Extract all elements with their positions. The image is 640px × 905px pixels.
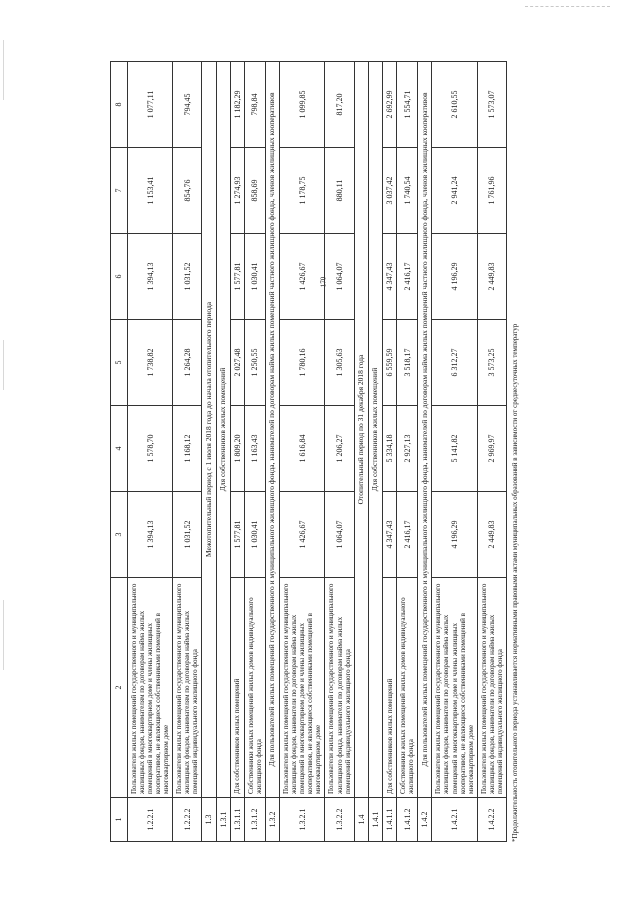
column-header: 2 bbox=[111, 578, 128, 798]
row-code: 1.3.2.2 bbox=[325, 798, 354, 842]
value-cell: 3 573,25 bbox=[477, 320, 506, 406]
table-row bbox=[382, 62, 396, 842]
rotated-table-page bbox=[110, 62, 610, 842]
value-cell: 4 196,29 bbox=[432, 492, 477, 578]
value-cell: 4 347,43 bbox=[382, 234, 396, 320]
row-description: Пользователи жилых помещений государственного и муниципального жилищного фонда, наниматели по договорам найма жилых помещений индивидуального жилищного фонда bbox=[325, 578, 354, 798]
value-cell: 1 780,16 bbox=[280, 320, 325, 406]
value-cell: 1 426,67 bbox=[280, 234, 325, 320]
value-cell: 1 206,27 bbox=[325, 406, 354, 492]
tariff-table bbox=[110, 61, 507, 842]
value-cell: 5 141,82 bbox=[432, 406, 477, 492]
table-body bbox=[128, 62, 507, 842]
value-cell: 1 394,13 bbox=[128, 234, 173, 320]
value-cell: 1 264,28 bbox=[173, 320, 202, 406]
table-row bbox=[202, 62, 216, 842]
value-cell: 1 030,41 bbox=[244, 234, 265, 320]
value-cell: 2 692,99 bbox=[382, 62, 396, 148]
section-heading: Отопительный период по 31 декабря 2018 года bbox=[354, 62, 368, 798]
value-cell: 854,76 bbox=[173, 148, 202, 234]
table-row bbox=[266, 62, 280, 842]
row-code: 1.3.2 bbox=[266, 798, 280, 842]
value-cell: 858,69 bbox=[244, 148, 265, 234]
scan-edge-mark bbox=[525, 6, 610, 7]
scan-edge-mark bbox=[3, 340, 4, 390]
page-number: 170 bbox=[319, 276, 328, 288]
value-cell: 1 250,55 bbox=[244, 320, 265, 406]
table-row bbox=[432, 62, 477, 842]
row-code: 1.4.1.2 bbox=[397, 798, 418, 842]
value-cell: 1 031,52 bbox=[173, 492, 202, 578]
table-header-row bbox=[111, 62, 128, 842]
table-row bbox=[477, 62, 506, 842]
value-cell: 1 153,41 bbox=[128, 148, 173, 234]
value-cell: 880,11 bbox=[325, 148, 354, 234]
row-description: Для собственников жилых помещений bbox=[382, 578, 396, 798]
column-header: 1 bbox=[111, 798, 128, 842]
value-cell: 1 573,07 bbox=[477, 62, 506, 148]
row-description: Для собственников жилых помещений bbox=[230, 578, 244, 798]
value-cell: 6 559,59 bbox=[382, 320, 396, 406]
table-row bbox=[397, 62, 418, 842]
value-cell: 2 416,17 bbox=[397, 492, 418, 578]
value-cell: 1 274,93 bbox=[230, 148, 244, 234]
value-cell: 2 941,24 bbox=[432, 148, 477, 234]
value-cell: 6 312,27 bbox=[432, 320, 477, 406]
value-cell: 3 037,42 bbox=[382, 148, 396, 234]
row-description: Собственники жилых помещений жилых домов индивидуального жилищного фонда bbox=[397, 578, 418, 798]
value-cell: 817,20 bbox=[325, 62, 354, 148]
row-code: 1.4.2 bbox=[418, 798, 432, 842]
value-cell: 4 347,43 bbox=[382, 492, 396, 578]
table-row bbox=[128, 62, 173, 842]
row-description: Собственники жилых помещений жилых домов индивидуального жилищного фонда bbox=[244, 578, 265, 798]
value-cell: 1 077,11 bbox=[128, 62, 173, 148]
value-cell: 1 761,96 bbox=[477, 148, 506, 234]
row-code: 1.4.1.1 bbox=[382, 798, 396, 842]
column-header: 4 bbox=[111, 406, 128, 492]
value-cell: 1 182,29 bbox=[230, 62, 244, 148]
value-cell: 1 738,82 bbox=[128, 320, 173, 406]
value-cell: 1 031,52 bbox=[173, 234, 202, 320]
scan-edge-mark bbox=[3, 40, 4, 100]
row-code: 1.4.2.2 bbox=[477, 798, 506, 842]
footnote: *Продолжительность отопительного периода устанавливается нормативными правовыми актами муниципальных образований в зависимости от среднесуточных температур bbox=[510, 323, 519, 842]
value-cell: 1 168,12 bbox=[173, 406, 202, 492]
row-description: Пользователи жилых помещений государственного и муниципального жилищных фондов, наниматели по договорам найма жилых помещений индивидуального жилищного фонда bbox=[477, 578, 506, 798]
value-cell: 1 178,75 bbox=[280, 148, 325, 234]
value-cell: 2 610,55 bbox=[432, 62, 477, 148]
row-code: 1.3 bbox=[202, 798, 216, 842]
section-heading: Межотопительный период с 1 июля 2018 года до начала отопительного периода bbox=[202, 62, 216, 798]
value-cell: 1 426,67 bbox=[280, 492, 325, 578]
value-cell: 2 927,13 bbox=[397, 406, 418, 492]
value-cell: 2 449,83 bbox=[477, 492, 506, 578]
column-header: 5 bbox=[111, 320, 128, 406]
column-header: 7 bbox=[111, 148, 128, 234]
row-code: 1.2.2.1 bbox=[128, 798, 173, 842]
column-header: 3 bbox=[111, 492, 128, 578]
section-heading: Для собственников жилых помещений bbox=[216, 62, 230, 798]
table-row bbox=[173, 62, 202, 842]
row-description: Пользователи жилых помещений государственного и муниципального жилищных фондов, нанимателям по договорам найма жилых помещений индивидуального жилищного фонда bbox=[173, 578, 202, 798]
section-heading: Для пользователей жилых помещений государственного и муниципального жилищного фонда, нанимателей по договорам найма жилых помещений частного жилищного фонда, членов жилищных кооперативов bbox=[418, 62, 432, 798]
value-cell: 1 163,43 bbox=[244, 406, 265, 492]
row-code: 1.4.2.1 bbox=[432, 798, 477, 842]
value-cell: 1 394,13 bbox=[128, 492, 173, 578]
row-code: 1.3.1 bbox=[216, 798, 230, 842]
value-cell: 1 577,81 bbox=[230, 234, 244, 320]
value-cell: 798,84 bbox=[244, 62, 265, 148]
row-description: Пользователи жилых помещений государственного и муниципального жилищных фондов, наниматели по договорам найма жилых помещений в многоквартирном доме и члены жилищных кооперативов, не являющиеся собственниками помещений в многоквартирном доме bbox=[432, 578, 477, 798]
table-row bbox=[280, 62, 325, 842]
column-header: 6 bbox=[111, 234, 128, 320]
table-row bbox=[368, 62, 382, 842]
row-code: 1.3.1.1 bbox=[230, 798, 244, 842]
value-cell: 1 064,07 bbox=[325, 234, 354, 320]
value-cell: 794,45 bbox=[173, 62, 202, 148]
value-cell: 3 518,17 bbox=[397, 320, 418, 406]
scan-edge-mark bbox=[3, 600, 4, 670]
section-heading: Для собственников жилых помещений bbox=[368, 62, 382, 798]
table-row bbox=[244, 62, 265, 842]
table-row bbox=[230, 62, 244, 842]
value-cell: 2 416,17 bbox=[397, 234, 418, 320]
value-cell: 1 577,81 bbox=[230, 492, 244, 578]
row-description: Пользователи жилых помещений государственного и муниципального жилищных фондов, наниматели по договорам найма жилых помещений в многоквартирном доме и члены жилищных кооперативов, не являющиеся собственниками помещений в многоквартирном доме bbox=[280, 578, 325, 798]
value-cell: 1 554,71 bbox=[397, 62, 418, 148]
row-code: 1.4 bbox=[354, 798, 368, 842]
value-cell: 1 099,85 bbox=[280, 62, 325, 148]
value-cell: 1 809,20 bbox=[230, 406, 244, 492]
value-cell: 1 030,41 bbox=[244, 492, 265, 578]
value-cell: 4 196,29 bbox=[432, 234, 477, 320]
table-row bbox=[325, 62, 354, 842]
row-code: 1.3.1.2 bbox=[244, 798, 265, 842]
row-description: Пользователи жилых помещений государственного и муниципального жилищных фондов, нанимателям по договорам найма жилых помещений в многоквартирном доме и члены жилищных кооперативов, не являющиеся собственниками помещений в многоквартирном доме bbox=[128, 578, 173, 798]
table-row bbox=[216, 62, 230, 842]
value-cell: 1 616,84 bbox=[280, 406, 325, 492]
table-row bbox=[418, 62, 432, 842]
value-cell: 2 449,83 bbox=[477, 234, 506, 320]
table-row bbox=[354, 62, 368, 842]
value-cell: 2 027,48 bbox=[230, 320, 244, 406]
row-code: 1.3.2.1 bbox=[280, 798, 325, 842]
row-code: 1.4.1 bbox=[368, 798, 382, 842]
value-cell: 2 969,97 bbox=[477, 406, 506, 492]
value-cell: 1 064,07 bbox=[325, 492, 354, 578]
section-heading: Для пользователей жилых помещений государственного и муниципального жилищного фонда, нанимателей по договорам найма жилых помещений частного жилищного фонда, членов жилищных кооперативов bbox=[266, 62, 280, 798]
value-cell: 1 305,63 bbox=[325, 320, 354, 406]
column-header: 8 bbox=[111, 62, 128, 148]
value-cell: 5 334,18 bbox=[382, 406, 396, 492]
value-cell: 1 578,70 bbox=[128, 406, 173, 492]
value-cell: 1 740,54 bbox=[397, 148, 418, 234]
row-code: 1.2.2.2 bbox=[173, 798, 202, 842]
